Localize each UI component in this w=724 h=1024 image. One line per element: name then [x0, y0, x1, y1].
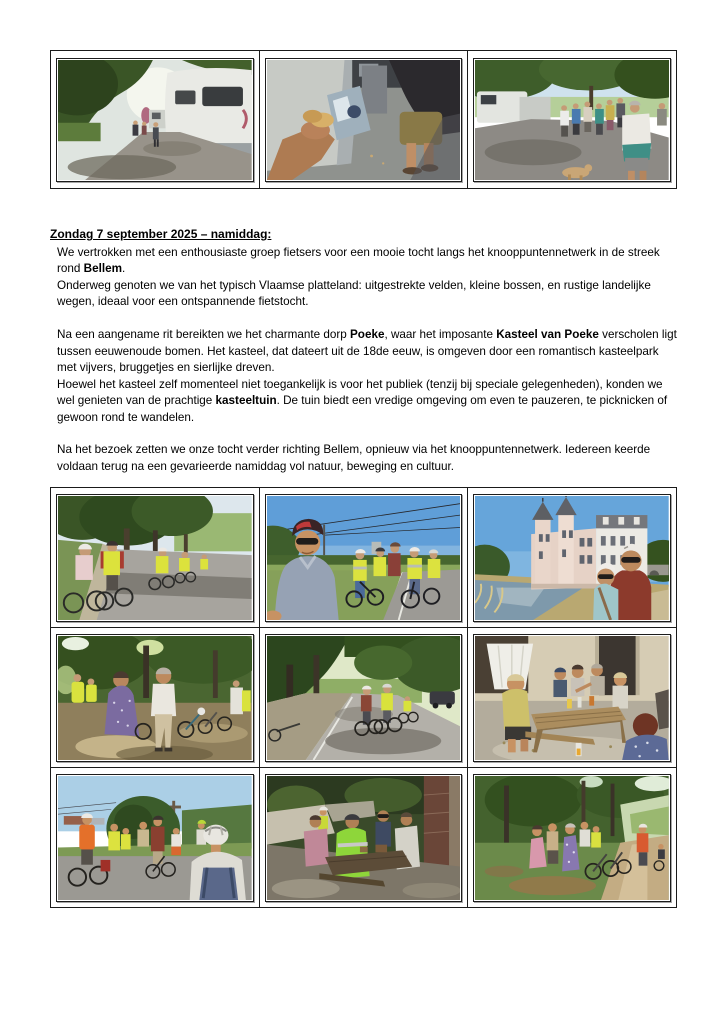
- photo-frame: [473, 494, 671, 622]
- photo-cell: [51, 768, 260, 908]
- top-photo-row: [51, 51, 677, 189]
- photo-group-on-road: [475, 60, 669, 180]
- top-photo-table: [50, 50, 677, 189]
- photo-frame: [56, 634, 254, 762]
- photo-kasteel-van-poeke: [475, 496, 669, 620]
- photo-cell: [468, 768, 677, 908]
- photo-cell: [468, 51, 677, 189]
- photo-frame: [265, 634, 463, 762]
- photo-picnic-table-terrace: [475, 636, 669, 760]
- photo-cell: [259, 628, 468, 768]
- photo-cell: [51, 488, 260, 628]
- photo-frame: [56, 774, 254, 902]
- photo-cell: [259, 768, 468, 908]
- photo-cyclist-selfie-group: [267, 496, 461, 620]
- photo-cyclists-hedges-stop: [58, 776, 252, 900]
- photo-cell: [468, 628, 677, 768]
- photo-cell: [259, 488, 468, 628]
- photo-frame: [473, 634, 671, 762]
- photo-cell: [51, 51, 260, 189]
- photo-cyclists-tree-road: [58, 496, 252, 620]
- photo-picnic-in-shade: [267, 776, 461, 900]
- photo-grid-table: [50, 487, 677, 908]
- grid-row-2: [51, 628, 677, 768]
- photo-cell: [259, 51, 468, 189]
- photo-frame: [473, 58, 671, 182]
- photo-frame: [265, 58, 463, 182]
- body-text: We vertrokken met een enthousiaste groep fietsers voor een mooie tocht langs het knooppuntennetwerk in de streek rond Bellem. Onderweg genoten we van het typisch Vlaamse platteland: uitgestrekte velden, kleine bossen, en rustige landelijke wegen, ideaal voor een ontspannende fietstocht. Na een aangename rit bereikten we het charmante dorp Poeke, waar het imposante Kasteel van Poeke verscholen ligt tussen eeuwenoude bomen. Het kasteel, dat dateert uit de 18de eeuw, is omgeven door een romantisch kasteelpark met vijvers, bruggetjes en sierlijke dreven. Hoewel het kasteel zelf momenteel niet toegankelijk is voor het publiek (tenzij bij speciale gelegenheden), konden we wel genieten van de prachtige kasteeltuin. De tuin biedt een vredige omgeving om even te pauzeren, te picknicken of gewoon rond te wandelen. Na het bezoek zetten we onze tocht verder richting Bellem, opnieuw via het knooppuntennetwerk. Iedereen keerde voldaan terug na een gevarieerde namiddag vol natuur, beweging en cultuur.: [57, 246, 677, 473]
- photo-lane-two-cyclists: [267, 636, 461, 760]
- photo-frame: [473, 774, 671, 902]
- photo-hand-biscuit: [267, 60, 461, 180]
- grid-row-3: [51, 768, 677, 908]
- photo-frame: [56, 494, 254, 622]
- photo-rest-under-trees: [58, 636, 252, 760]
- photo-park-group-bikes: [475, 776, 669, 900]
- photo-frame: [265, 494, 463, 622]
- photo-cell: [468, 488, 677, 628]
- photo-frame: [56, 58, 254, 182]
- grid-row-1: [51, 488, 677, 628]
- photo-frame: [265, 774, 463, 902]
- photo-caravan-lane: [58, 60, 252, 180]
- photo-cell: [51, 628, 260, 768]
- section-heading: Zondag 7 september 2025 – namiddag:: [50, 227, 272, 241]
